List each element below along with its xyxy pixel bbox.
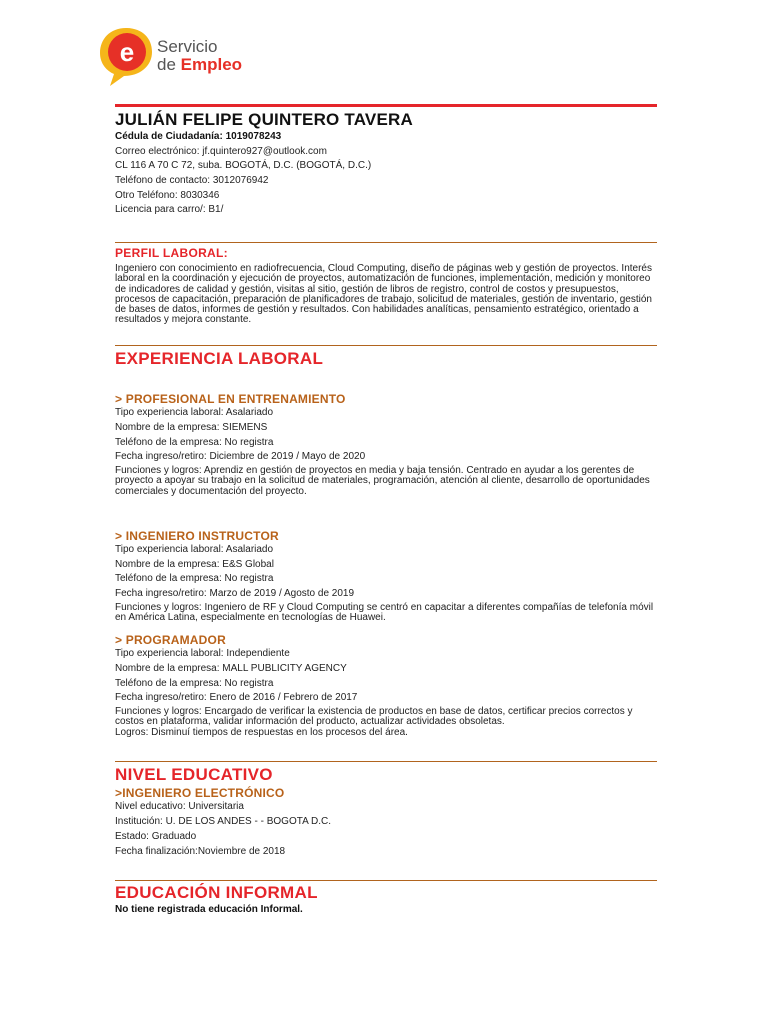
job-functions: Funciones y logros: Ingeniero de RF y Cloud Computing se centró en capacitar a diferentes compañías de telefonía móvil en América Latina, especialmente en tecnologías de Huawei.	[115, 602, 654, 624]
job-dates: Fecha ingreso/retiro: Enero de 2016 / Febrero de 2017	[115, 692, 358, 703]
job-title: > INGENIERO INSTRUCTOR	[115, 529, 279, 543]
contact-phone: Teléfono de contacto: 3012076942	[115, 175, 269, 186]
profile-heading: PERFIL LABORAL:	[115, 246, 228, 260]
job-title: > PROFESIONAL EN ENTRENAMIENTO	[115, 392, 346, 406]
education-divider	[115, 761, 657, 762]
header-divider	[115, 104, 657, 107]
other-phone: Otro Teléfono: 8030346	[115, 190, 220, 201]
education-heading: NIVEL EDUCATIVO	[115, 765, 273, 784]
job-type: Tipo experiencia laboral: Independiente	[115, 648, 290, 659]
job-phone: Teléfono de la empresa: No registra	[115, 573, 274, 584]
profile-divider	[115, 242, 657, 243]
experience-heading: EXPERIENCIA LABORAL	[115, 349, 324, 368]
email: Correo electrónico: jf.quintero927@outlook.com	[115, 146, 327, 157]
candidate-name: JULIÁN FELIPE QUINTERO TAVERA	[115, 110, 413, 129]
job-company: Nombre de la empresa: E&S Global	[115, 559, 274, 570]
address: CL 116 A 70 C 72, suba. BOGOTÁ, D.C. (BOGOTÁ, D.C.)	[115, 160, 372, 171]
job-company: Nombre de la empresa: MALL PUBLICITY AGENCY	[115, 663, 347, 674]
job-dates: Fecha ingreso/retiro: Marzo de 2019 / Agosto de 2019	[115, 588, 355, 599]
experience-divider	[115, 345, 657, 346]
logo-line-2-prefix: de	[157, 55, 181, 74]
job-type: Tipo experiencia laboral: Asalariado	[115, 544, 274, 555]
informal-divider	[115, 880, 657, 881]
logo-wordmark	[157, 38, 242, 74]
education-level: Nivel educativo: Universitaria	[115, 801, 244, 812]
job-achievements: Logros: Disminuí tiempos de respuestas en los procesos del área.	[115, 727, 408, 738]
job-functions: Funciones y logros: Encargado de verificar la existencia de productos en base de datos, certificar precios correctos y costos en plataforma, validar información del producto, actualizar actividades obsoletas.	[115, 706, 633, 728]
job-dates: Fecha ingreso/retiro: Diciembre de 2019 / Mayo de 2020	[115, 451, 366, 462]
degree-title: >INGENIERO ELECTRÓNICO	[115, 786, 285, 800]
job-title: > PROGRAMADOR	[115, 633, 226, 647]
job-phone: Teléfono de la empresa: No registra	[115, 678, 274, 689]
driver-license: Licencia para carro/: B1/	[115, 204, 224, 215]
education-institution: Institución: U. DE LOS ANDES - - BOGOTA D.C.	[115, 816, 331, 827]
education-end-date: Fecha finalización:Noviembre de 2018	[115, 846, 286, 857]
logo-e-icon	[96, 24, 156, 88]
job-company: Nombre de la empresa: SIEMENS	[115, 422, 268, 433]
education-status: Estado: Graduado	[115, 831, 197, 842]
svg-text:e: e	[119, 37, 135, 67]
cedula: Cédula de Ciudadanía: 1019078243	[115, 131, 282, 142]
logo-line-2	[157, 56, 242, 74]
logo-line-2-brand: Empleo	[180, 55, 243, 74]
job-phone: Teléfono de la empresa: No registra	[115, 437, 274, 448]
informal-text: No tiene registrada educación Informal.	[115, 904, 303, 915]
job-type: Tipo experiencia laboral: Asalariado	[115, 407, 274, 418]
profile-text: Ingeniero con conocimiento en radiofrecuencia, Cloud Computing, diseño de páginas web y gestión de proyectos. Interés laboral en la coordinación y ejecución de proyectos, automatización de funciones, implementación, medición y monitoreo de indicadores de calidad y gestión, visitas al sitio, gestión de libros de registro, control de costos y presupuestos, procesos de capacitación, preparación de planificadores de trabajo, solicitud de materiales, gestión de inventario, gestión de bases de datos, informes de gestión y resultados. Con habilidades analíticas, pensamiento estratégico, orientado a resultados y mejora constante.	[115, 263, 652, 326]
logo-line-1: Servicio	[157, 37, 218, 56]
servicio-empleo-logo	[96, 24, 266, 88]
job-functions: Funciones y logros: Aprendiz en gestión de proyectos en media y baja tensión. Centrado en ayudar a los gerentes de proyecto a apoyar su trabajo en la solicitud de materiales, programación, atención al cliente, desarrollo de oportunidades comerciales y documentación del proyecto.	[115, 465, 650, 497]
informal-heading: EDUCACIÓN INFORMAL	[115, 883, 318, 902]
